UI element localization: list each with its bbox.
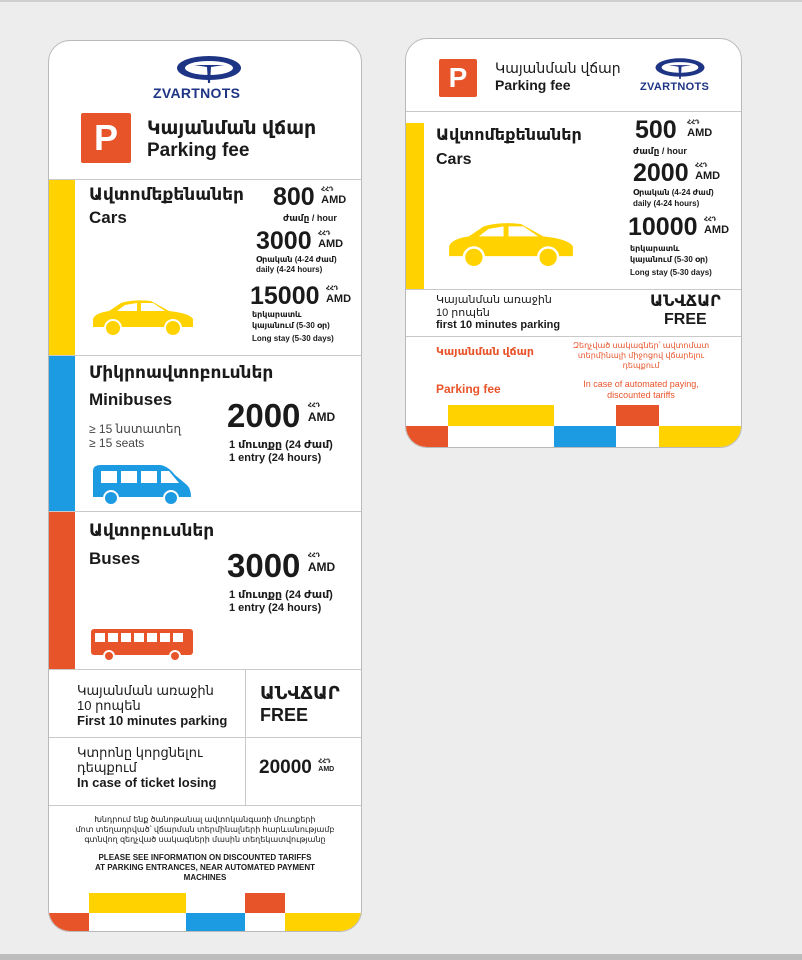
currency-en: AMD — [307, 410, 336, 424]
buses-entry-hy: 1 մուտքը (24 ժամ) — [229, 589, 333, 601]
cars-label-en: Cars — [89, 208, 127, 227]
cars-long-price — [628, 213, 729, 242]
currency-en: AMD — [318, 238, 344, 250]
parking-fee-sign-large — [48, 40, 362, 932]
title-hy: Կայանման վճար — [495, 60, 621, 76]
buses-color-bar — [49, 512, 75, 669]
minibuses-entry-en: 1 entry (24 hours) — [229, 452, 322, 464]
minibuses-price-value: 2000 — [227, 397, 301, 434]
free-en: FREE — [260, 705, 309, 725]
title-en: Parking fee — [495, 77, 571, 93]
cars-long-value: 10000 — [628, 213, 698, 241]
currency-en: AMD — [318, 766, 335, 773]
cars-day-desc-hy: Օրական (4-24 ժամ) — [633, 188, 714, 197]
color-block — [406, 426, 448, 447]
first10-hy1: Կայանման առաջին — [77, 683, 214, 698]
discount-hy1: Զեղչված սակագներ՝ ավտոմատ — [572, 341, 710, 350]
cars-hour-desc: ժամը / hour — [633, 146, 687, 156]
ticket-price — [259, 757, 334, 779]
currency-hy: ՀՀԴ — [318, 231, 331, 237]
buses-label-hy: Ավտոբուսներ — [89, 521, 215, 540]
cars-hour-price — [635, 116, 712, 145]
currency-hy: ՀՀԴ — [318, 759, 331, 765]
currency-en: AMD — [321, 194, 347, 206]
currency-hy: ՀՀԴ — [325, 286, 339, 292]
color-block — [554, 426, 616, 447]
cars-long-price — [250, 282, 351, 311]
top-border — [0, 0, 802, 2]
currency-en: AMD — [703, 224, 730, 236]
cars-long-desc-hy1: երկարատև — [252, 310, 302, 319]
cars-hour-value: 500 — [635, 116, 677, 144]
zvartnots-logo-icon — [174, 53, 244, 87]
cars-long-desc-en: Long stay (5-30 days) — [252, 334, 334, 343]
currency-en: AMD — [307, 560, 336, 574]
ticket-en: In case of ticket losing — [77, 775, 217, 790]
currency-hy: ՀՀԴ — [687, 120, 700, 126]
minibuses-color-bar — [49, 356, 75, 511]
note-en3: MACHINES — [183, 873, 227, 882]
minibuses-entry-hy: 1 մուտքը (24 ժամ) — [229, 439, 333, 451]
zvartnots-logo-icon — [652, 56, 708, 82]
cars-long-desc-hy1: երկարատև — [630, 244, 680, 253]
currency-hy: ՀՀԴ — [703, 217, 717, 223]
minibuses-price — [227, 397, 335, 435]
color-block — [49, 913, 89, 932]
color-block — [186, 913, 245, 932]
cars-day-desc-en: daily (4-24 hours) — [633, 199, 700, 208]
currency-en: AMD — [687, 127, 713, 139]
title-hy: Կայանման վճար — [147, 118, 317, 139]
currency-en: AMD — [695, 170, 721, 182]
buses-price — [227, 547, 335, 585]
car-icon — [89, 297, 197, 339]
parking-icon: P — [81, 113, 131, 163]
car-icon — [436, 219, 586, 271]
logo-text: ZVARTNOTS — [153, 85, 241, 101]
color-block — [448, 405, 554, 426]
cars-hour-desc: ժամը / hour — [283, 213, 337, 223]
bottom-border — [0, 954, 802, 960]
cars-day-value: 2000 — [633, 159, 689, 187]
color-block — [616, 405, 659, 426]
buses-price-value: 3000 — [227, 547, 301, 584]
minibuses-label-hy: Միկրոավտոբուսներ — [89, 363, 274, 382]
color-block — [659, 426, 741, 447]
note-en2: AT PARKING ENTRANCES, NEAR AUTOMATED PAYMENT — [94, 863, 315, 872]
discount-en2: discounted tariffs — [607, 390, 675, 400]
title-en: Parking fee — [147, 140, 250, 161]
color-block — [285, 913, 361, 932]
currency-hy: ՀՀԴ — [321, 187, 334, 193]
cars-label-en: Cars — [436, 151, 472, 168]
cars-day-value: 3000 — [256, 227, 312, 255]
note-hy3: գտնվող զեղչված սակագների մասին տեղեկատվությանը — [84, 835, 326, 844]
free-hy: ԱՆՎՃԱՐ — [260, 683, 340, 703]
cars-long-value: 15000 — [250, 282, 320, 310]
minibuses-label-en: Minibuses — [89, 390, 173, 409]
first10-en: First 10 minutes parking — [77, 713, 228, 728]
cars-day-price — [256, 227, 343, 256]
currency-hy: ՀՀԴ — [307, 553, 321, 559]
cars-color-bar — [406, 123, 424, 289]
cars-long-desc-hy2: կայանում (5-30 օր) — [252, 321, 330, 330]
cars-long-desc-en: Long stay (5-30 days) — [630, 268, 712, 277]
currency-en: AMD — [325, 293, 352, 305]
note-hy1: Խնդրում ենք ծանոթանալ ավտոկանգառի մուտքերի — [94, 815, 316, 824]
ticket-price-value: 20000 — [259, 757, 312, 778]
first10-en: first 10 minutes parking — [436, 319, 561, 331]
parking-icon: P — [439, 59, 477, 97]
currency-hy: ՀՀԴ — [695, 163, 708, 169]
free-hy: ԱՆՎՃԱՐ — [650, 293, 721, 310]
free-en: FREE — [664, 311, 707, 328]
color-block — [89, 893, 186, 913]
currency-hy: ՀՀԴ — [307, 403, 321, 409]
fee-en: Parking fee — [436, 382, 501, 396]
ticket-hy2: դեպքում — [77, 760, 137, 775]
cars-long-desc-hy2: կայանում (5-30 օր) — [630, 255, 708, 264]
bus-icon — [89, 627, 195, 663]
buses-entry-en: 1 entry (24 hours) — [229, 602, 322, 614]
logo-text: ZVARTNOTS — [640, 81, 710, 93]
buses-label-en: Buses — [89, 549, 141, 568]
cars-label-hy: Ավտոմեքենաներ — [89, 185, 244, 204]
fee-hy: Կայանման վճար — [436, 346, 534, 358]
cars-day-desc-hy: Օրական (4-24 ժամ) — [256, 255, 337, 264]
ticket-hy1: Կտրոնը կորցնելու — [77, 745, 203, 760]
cars-day-desc-en: daily (4-24 hours) — [256, 265, 323, 274]
discount-hy3: դեպքում — [622, 361, 660, 370]
cars-hour-value: 800 — [273, 183, 315, 211]
minibus-icon — [89, 461, 193, 507]
discount-en1: In case of automated paying, — [583, 379, 699, 389]
note-en1: PLEASE SEE INFORMATION ON DISCOUNTED TARIFFS — [98, 853, 312, 862]
cars-day-price — [633, 159, 720, 188]
color-block — [245, 893, 285, 913]
cars-hour-price — [273, 183, 346, 212]
minibuses-seats-hy: ≥ 15 նստատեղ — [89, 422, 182, 436]
minibuses-seats-en: ≥ 15 seats — [89, 436, 145, 450]
first10-hy2: 10 րոպեն — [436, 307, 490, 319]
note-hy2: մոտ տեղադրված՝ վճարման տերմինալների հարևանությամբ — [75, 825, 335, 834]
cars-label-hy: Ավտոմեքենաներ — [436, 127, 582, 144]
first10-hy1: Կայանման առաջին — [436, 294, 552, 306]
first10-hy2: 10 րոպեն — [77, 698, 141, 713]
discount-hy2: տերմինալի միջոցով վճարելու — [577, 351, 705, 360]
cars-color-bar — [49, 180, 75, 355]
parking-fee-sign-small — [405, 38, 742, 448]
